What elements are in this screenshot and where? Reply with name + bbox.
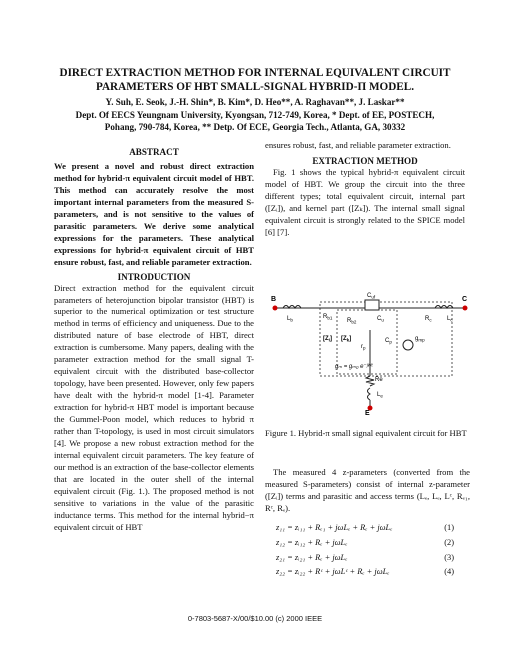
svg-text:Lb — [287, 316, 293, 323]
svg-text:Rb2 — [347, 318, 357, 325]
left-column — [54, 146, 254, 534]
introduction-text: Direct extraction method for the equivalent circuit parameters of heterojunction bipolar transistor (HBT) is superior to the numerical optimization or test structure method in terms of efficiency and uniqueness. Due to the distributed nature of base electrode of HBT, direct extraction is cumbersome. Many papers, dealing with the parameter extraction method for the small signal T-equivalent circuit with the distributed base-collector topology, have been presented. However, only few papers have dealt with the hybrid-π model [1-4]. Parameter extraction for hybrid-π HBT model is important because the Gummel-Poon model, which reduces to hybrid π rather than T-topology, is used in most circuit simulators [4]. We propose a new robust extraction method for the internal equivalent circuit parameters. The key feature of our method is an extraction of the base-collector elements that are located in the outer shell of the internal equivalent circuit (Fig. 1.). The proposed method is not sensitive to variations in the value of the parasitic inductance terms. This method for the internal hybrid−π equivalent circuit of HBT — [54, 282, 254, 532]
equation-1 — [276, 523, 476, 538]
svg-text:Cu — [377, 316, 384, 323]
label-zk-sub: k — [346, 337, 350, 343]
equation-4-body: z₂₂ = zᵢ₂₂ + Rᶜ + jωLᶜ + Rₑ + jωLₑ — [276, 567, 390, 577]
label-rp-sub: p — [363, 345, 366, 351]
abstract-text: We present a novel and robust direct extraction method for hybrid-π equivalent circuit model of HBT. This method can accurately resolve the most important internal parameters from the measured S-parameters, and is not sensitive to the values of parasitic parameters. We derive some analytical expressions for the parameters. These analytical expressions for hybrid-π equivalent circuit of HBT ensure robust, fast, and reliable parameter extraction. — [54, 161, 254, 267]
author-block — [20, 96, 490, 134]
equation-3-number: (3) — [444, 552, 454, 562]
equation-1-body: z₁₁ = zᵢ₁₁ + Rₑ₁ + jωLₑ + Rₑ + jωLₑ — [276, 523, 393, 532]
svg-text:[Zi] — [323, 336, 332, 343]
label-rc: R — [425, 316, 430, 322]
label-zi-end: ] — [329, 336, 332, 342]
label-b: B — [271, 296, 277, 303]
svg-text:Le — [377, 392, 383, 399]
extraction-heading: EXTRACTION METHOD — [312, 155, 418, 166]
label-lb: L — [287, 316, 291, 322]
svg-text:[Zk] — [341, 336, 351, 343]
label-gmp: g — [415, 336, 419, 342]
label-gm-expr: gₘ = gₘ₀ e⁻ʲᵂᵗ — [335, 364, 373, 370]
introduction-continued: ensures robust, fast, and reliable parameter extraction. — [265, 140, 451, 150]
figure-caption: Figure 1. Hybrid-π small signal equivalent circuit for HBT — [265, 428, 467, 438]
equation-block — [276, 523, 476, 582]
label-cp: C — [385, 338, 390, 344]
label-le-sub: e — [380, 393, 383, 399]
extraction-text: Fig. 1 shows the typical hybrid-π equivalent circuit model of HBT. We group the circuit into the three different types; total equivalent circuit, internal part ([Zᵢ]), and kernel part ([Zₖ]). The internal small signal equivalent circuit is strongly related to the SPICE model [6] [7]. — [265, 166, 465, 237]
circuit-figure — [265, 290, 475, 415]
label-rb1: R — [323, 314, 328, 320]
svg-text:Cuf — [367, 293, 376, 300]
label-cuf-sub: uf — [371, 294, 376, 300]
label-rp: r — [361, 344, 363, 350]
label-zk-end: ] — [349, 336, 352, 342]
label-gmp-sub: mp — [418, 337, 425, 343]
label-lc: L — [447, 316, 451, 322]
svg-text:Rb1 — [323, 314, 333, 321]
label-lc-sub: c — [450, 317, 453, 323]
label-rb2: R — [347, 318, 352, 324]
paper-title: DIRECT EXTRACTION METHOD FOR INTERNAL EQUIVALENT CIRCUIT PARAMETERS OF HBT SMALL-SIGNAL HYBRID-Π MODEL. — [59, 67, 451, 93]
introduction-heading: INTRODUCTION — [117, 271, 191, 282]
page-footer: 0-7803-5687-X/00/$10.00 (c) 2000 IEEE — [187, 614, 323, 623]
collector-node — [463, 306, 468, 311]
abstract-heading: ABSTRACT — [129, 147, 179, 157]
right-column — [265, 140, 465, 239]
equation-4 — [276, 567, 476, 582]
equation-1-number: (1) — [444, 523, 454, 532]
label-le: L — [377, 392, 381, 398]
equation-2-number: (2) — [444, 537, 454, 547]
label-cuf: C — [367, 293, 372, 299]
svg-text:Lc — [447, 316, 453, 323]
label-lb-sub: b — [290, 317, 293, 323]
label-cu-sub: u — [381, 317, 384, 323]
svg-text:Rc — [425, 316, 432, 323]
label-e: E — [365, 410, 370, 415]
svg-text:Cp — [385, 338, 392, 345]
affiliation-line-1: Dept. Of EECS Yeungnam University, Kyongsan, 712-749, Korea, * Dept. of EE, POSTECH, — [75, 109, 435, 120]
equation-4-number: (4) — [444, 567, 454, 577]
measurement-text: The measured 4 z-parameters (converted from the measured S-parameters) consist of internal z-parameter ([Zᵢ]) terms and parasitic and access terms (Lₑ, Lₑ, Lᶜ, Rₑ₁, Rᶜ, Rₑ). — [265, 467, 470, 513]
label-cu: C — [377, 316, 382, 322]
cuf-capacitor — [365, 300, 379, 310]
le-inductor — [368, 388, 371, 400]
svg-text:gmp — [415, 336, 425, 343]
svg-text:rp — [361, 344, 366, 351]
re-resistor — [366, 376, 374, 386]
label-rb1-sub: b1 — [327, 315, 333, 321]
affiliation-line-2: Pohang, 790-784, Korea, ** Detp. Of ECE, Georgia Tech., Atlanta, GA, 30332 — [104, 122, 406, 132]
label-re: Re — [375, 377, 383, 383]
equation-3 — [276, 553, 476, 568]
author-list: Y. Suh, E. Seok, J.-H. Shin*, B. Kim*, D. Heo**, A. Raghavan**, J. Laskar** — [105, 97, 405, 107]
label-cp-sub: p — [389, 339, 392, 345]
label-rb2-sub: b2 — [351, 319, 357, 325]
equation-2 — [276, 538, 476, 553]
current-source — [403, 340, 413, 350]
equation-3-body: z₂₁ = zᵢ₂₁ + Rₑ + jωLₑ — [276, 552, 348, 562]
equation-2-body: z₁₂ = zᵢ₁₂ + Rₑ + jωLₑ — [276, 537, 348, 547]
label-rc-sub: c — [429, 317, 432, 323]
label-c: C — [462, 296, 468, 303]
label-zi-sub: i — [328, 337, 330, 343]
base-node — [273, 306, 278, 311]
label-zi: [Z — [323, 336, 329, 342]
label-zk: [Z — [341, 336, 347, 342]
